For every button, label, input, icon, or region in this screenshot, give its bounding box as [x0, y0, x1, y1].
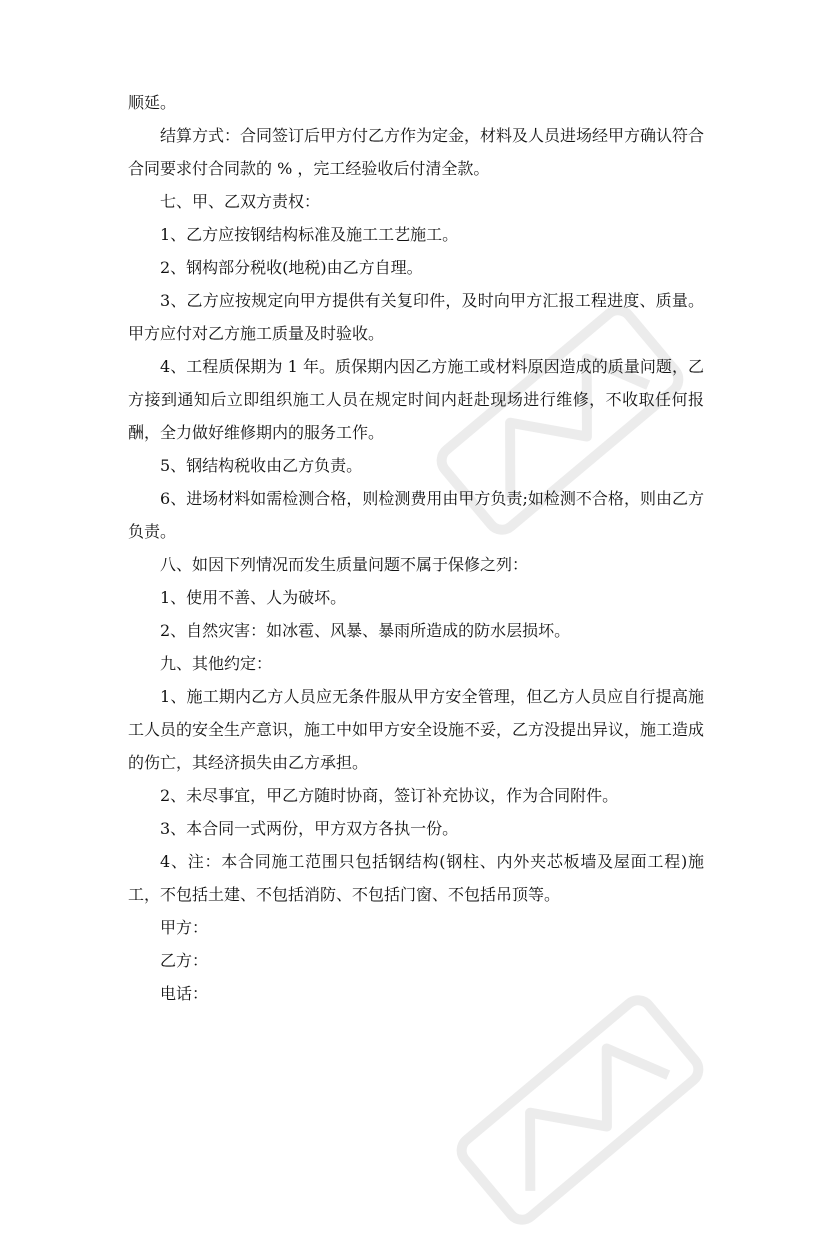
section-heading-warranty-exclusions: 八、如因下列情况而发生质量问题不属于保修之列：	[160, 555, 529, 574]
list-item: 2、未尽事宜，甲乙方随时协商，签订补充协议，作为合同附件。	[160, 786, 619, 805]
list-item: 2、钢构部分税收(地税)由乙方自理。	[160, 258, 423, 277]
section-heading-other-terms: 九、其他约定：	[160, 654, 273, 673]
list-item: 4、工程质保期为 1 年。质保期内因乙方施工或材料原因造成的质量问题，乙方接到通知后立即组织施工人员在规定时间内赶赴现场进行维修，不收取任何报酬，全力做好维修期内的服务工作。	[128, 357, 704, 442]
list-item: 1、施工期内乙方人员应无条件服从甲方安全管理，但乙方人员应自行提高施工人员的安全生产意识，施工中如甲方安全设施不妥，乙方没提出异议，施工造成的伤亡，其经济损失由乙方承担。	[128, 687, 705, 772]
signature-phone-label: 电话：	[160, 984, 209, 1003]
list-item: 1、使用不善、人为破坏。	[160, 588, 347, 607]
list-item: 4、注：本合同施工范围只包括钢结构(钢柱、内外夹芯板墙及屋面工程)施工，不包括土建、不包括消防、不包括门窗、不包括吊顶等。	[128, 852, 704, 904]
signature-party-b-label: 乙方：	[160, 951, 209, 970]
signature-party-a-label: 甲方：	[160, 918, 209, 937]
list-item: 5、钢结构税收由乙方负责。	[160, 456, 363, 475]
list-item: 1、乙方应按钢结构标准及施工工艺施工。	[160, 225, 459, 244]
list-item: 3、乙方应按规定向甲方提供有关复印件，及时向甲方汇报工程进度、质量。甲方应付对乙方施工质量及时验收。	[128, 291, 704, 343]
watermark-logo-icon	[435, 973, 724, 1247]
list-item: 3、本合同一式两份，甲方双方各执一份。	[160, 819, 459, 838]
list-item: 6、进场材料如需检测合格，则检测费用由甲方负责;如检测不合格，则由乙方负责。	[128, 489, 704, 541]
paragraph-settlement-method: 结算方式：合同签订后甲方付乙方作为定金，材料及人员进场经甲方确认符合合同要求付合同款的 % ，完工经验收后付清全款。	[128, 126, 705, 178]
list-item: 2、自然灾害：如冰雹、风暴、暴雨所造成的防水层损坏。	[160, 621, 571, 640]
document-body	[128, 86, 704, 1010]
section-heading-rights-and-obligations: 七、甲、乙双方责权：	[160, 192, 321, 211]
paragraph-continuation: 顺延。	[128, 93, 177, 112]
